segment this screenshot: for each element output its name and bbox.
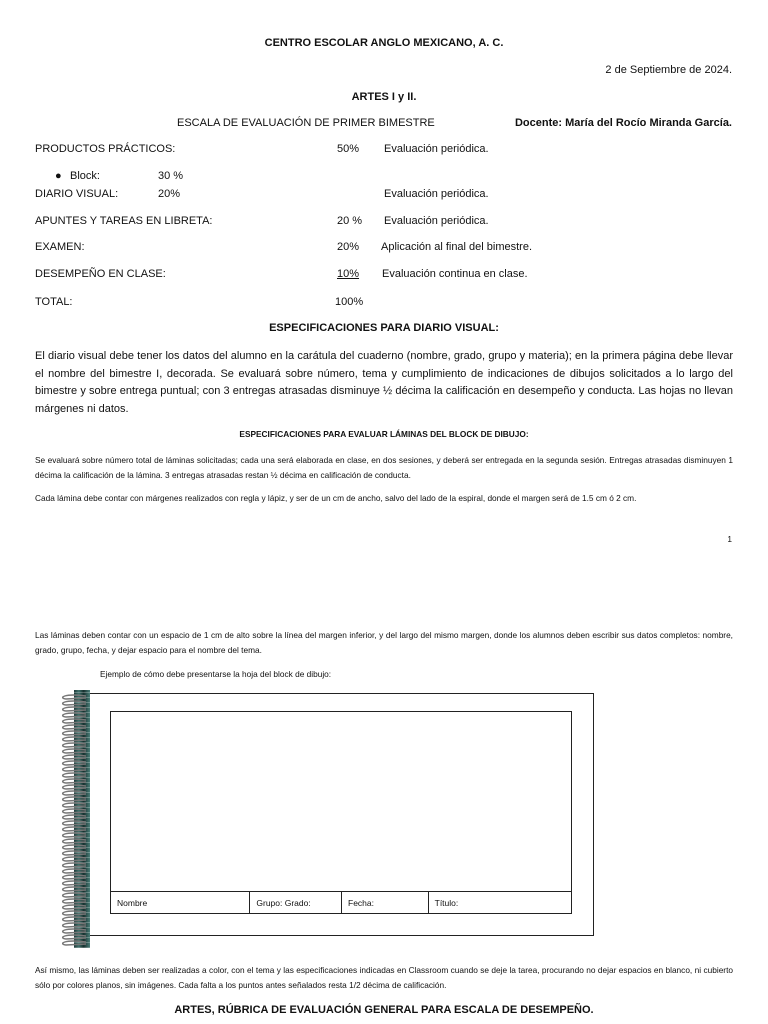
spiral-ring [63,755,86,759]
diario-paragraph: El diario visual debe tener los datos del alumno en la carátula del cuaderno (nombre, grado, grupo y materia); en la primera página debe llevar el nombre del bimestre I, decorada. Se evaluará sobre número, tema y cumplimiento de indicaciones de dibujos solicitados a lo largo del bimestre y sobre entrega puntual; con 3 entregas atrasadas disminuye ½ décima la calificación en desempeño y conducta. Las hojas no llevan márgenes ni datos. [35,350,733,415]
spiral-ring [63,707,86,711]
student-data-strip [110,891,572,914]
drawing-area [110,711,572,914]
document-date: 2 de Septiembre de 2024. [605,64,732,76]
grading-label: Block: [70,170,100,182]
grading-label: PRODUCTOS PRÁCTICOS: [35,143,176,155]
spiral-ring [63,881,86,885]
scale-title: ESCALA DE EVALUACIÓN DE PRIMER BIMESTRE [177,117,435,129]
spiral-ring [63,737,86,741]
grading-description: Evaluación periódica. [384,215,489,227]
spiral-ring [63,797,86,801]
grading-label: APUNTES Y TAREAS EN LIBRETA: [35,215,213,227]
grading-percent: 100% [335,296,364,308]
spiral-ring [63,833,86,837]
bullet-icon: ● [55,170,62,182]
laminas-paragraph-4: Así mismo, las láminas deben ser realizadas a color, con el tema y las especificaciones indicadas en Classroom cuando se deje la tarea, procurando no dejar espacios en blanco, ni cubierto sólo por colores planos, sin imágenes. Cada falta a los puntos antes señalados resta 1/2 décima de calificación. [35,965,733,990]
spiral-ring [63,749,86,753]
spiral-ring [63,857,86,861]
spiral-ring [63,695,86,699]
grading-percent: 10% [337,268,360,280]
spiral-ring [63,935,86,939]
field-name: Nombre [111,892,250,913]
spiral-ring [63,725,86,729]
grading-percent: 30 % [158,170,184,182]
spiral-ring [63,701,86,705]
grading-percent: 20% [337,241,360,253]
spiral-ring [63,851,86,855]
grading-percent: 50% [337,143,360,155]
spiral-ring [63,905,86,909]
grading-description: Aplicación al final del bimestre. [381,241,533,253]
field-title: Título: [434,898,459,908]
spiral-ring [63,815,86,819]
grading-label: DESEMPEÑO EN CLASE: [35,268,166,280]
laminas-paragraph-1: Se evaluará sobre número total de láminas solicitadas; cada una será elaborada en clase, en dos sesiones, y deberá ser entregada en la segunda sesión. Entregas atrasadas disminuyen 1 décima la calificación de la lámina. 3 entregas atrasadas restan ½ décima en calificación de conducta. [35,455,733,480]
spiral-ring [63,929,86,933]
grading-label: EXAMEN: [35,241,85,253]
example-caption: Ejemplo de cómo debe presentarse la hoja del block de dibujo: [100,669,332,679]
spiral-ring [63,917,86,921]
spiral-ring [63,791,86,795]
spiral-ring [63,827,86,831]
spiral-ring [63,767,86,771]
spiral-ring [63,887,86,891]
rubric-heading: ARTES, RÚBRICA DE EVALUACIÓN GENERAL PARA ESCALA DE DESEMPEÑO. [174,1004,594,1016]
spiral-ring [63,875,86,879]
spiral-ring [63,743,86,747]
spiral-ring [63,941,86,945]
spiral-rings-icon [56,692,90,948]
spiral-ring [63,731,86,735]
spiral-ring [63,923,86,927]
grading-description: Evaluación periódica. [384,143,489,155]
spiral-ring [63,779,86,783]
grading-label: TOTAL: [35,296,73,308]
spiral-ring [63,863,86,867]
teacher-name: Docente: María del Rocío Miranda García. [514,117,732,129]
spiral-ring [63,893,86,897]
spiral-ring [63,821,86,825]
spiral-ring [63,803,86,807]
grading-percent: 20% [158,188,181,200]
subject-title: ARTES I y II. [351,91,417,103]
spiral-ring [63,713,86,717]
grading-description: Evaluación continua en clase. [382,268,528,280]
spiral-ring [63,869,86,873]
spiral-ring [63,761,86,765]
spiral-ring [63,719,86,723]
spiral-ring [63,845,86,849]
field-group-grade: Grupo: Grado: [250,892,342,913]
grading-percent: 20 % [337,215,363,227]
grading-label: DIARIO VISUAL: [35,188,119,200]
laminas-paragraph-2: Cada lámina debe contar con márgenes realizados con regla y lápiz, y ser de un cm de ancho, salvo del lado de la espiral, donde el margen será de 1.5 cm ó 2 cm. [35,493,637,503]
page-number: 1 [727,534,732,544]
diario-heading: ESPECIFICACIONES PARA DIARIO VISUAL: [269,322,499,334]
spiral-ring [63,785,86,789]
spiral-ring [63,899,86,903]
spiral-ring [63,839,86,843]
field-date: Fecha: [342,892,429,913]
grading-description: Evaluación periódica. [384,188,489,200]
school-name: CENTRO ESCOLAR ANGLO MEXICANO, A. C. [264,37,504,49]
spiral-ring [63,809,86,813]
laminas-heading: ESPECIFICACIONES PARA EVALUAR LÁMINAS DEL BLOCK DE DIBUJO: [239,429,529,439]
laminas-paragraph-3: Las láminas deben contar con un espacio de 1 cm de alto sobre la línea del margen inferior, y del largo del mismo margen, donde los alumnos deben escribir sus datos completos: nombre, grado, grupo, fecha, y dejar espacio para el nombre del tema. [35,630,733,655]
spiral-ring [63,773,86,777]
spiral-ring [63,911,86,915]
